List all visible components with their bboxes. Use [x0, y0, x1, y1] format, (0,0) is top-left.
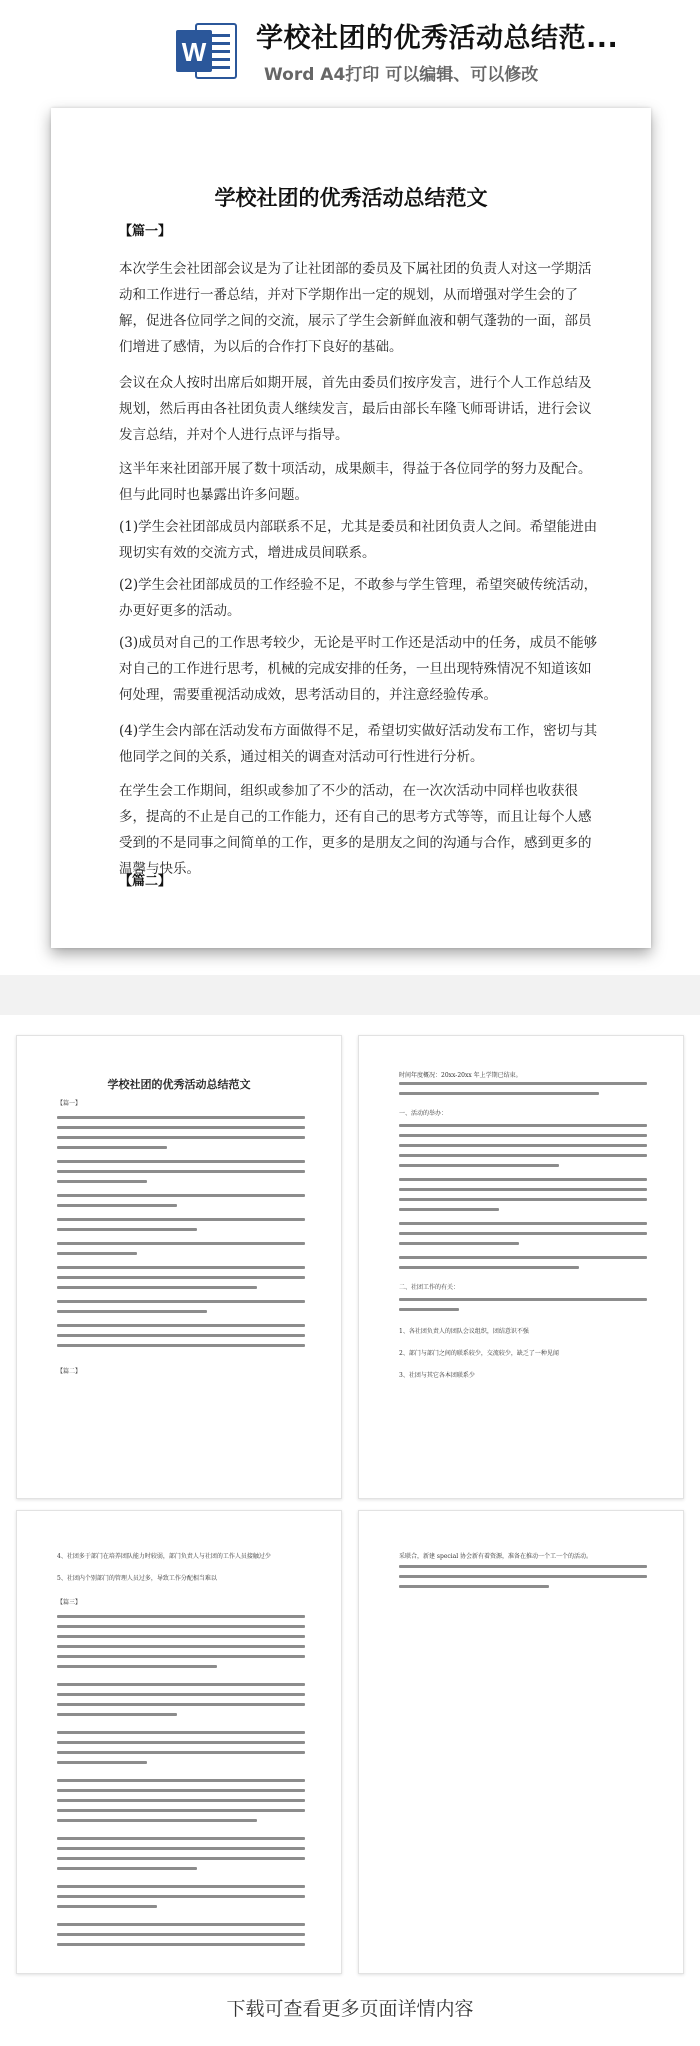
paragraph-5: (2)学生会社团部成员的工作经验不足，不敢参与学生管理，希望突破传统活动，办更好更多的活动。	[119, 577, 598, 619]
document-header	[0, 0, 700, 92]
paragraph-3: 这半年来社团部开展了数十项活动，成果颇丰，得益于各位同学的努力及配合。但与此同时也暴露出许多问题。	[119, 461, 592, 503]
page-title: 学校社团的优秀活动总结范文	[214, 185, 488, 210]
thumb-text: 1、各社团负责人的团队会议组织，团结意识不强	[399, 1328, 529, 1335]
thumb-section-heading: 【篇一】	[57, 1100, 82, 1107]
word-document-icon	[174, 18, 238, 84]
thumbnail-page-3	[16, 1510, 342, 1974]
thumb-text: 5、社团内个别部门的管理人员过多，导致工作分配相当难以	[57, 1575, 217, 1582]
section-heading-2: 【篇二】	[119, 874, 172, 889]
thumbnail-page-1	[16, 1035, 342, 1499]
thumb-text: 时间年度概况：20xx-20xx 年上学期已结束。	[399, 1072, 522, 1079]
thumb-text: 2、部门与部门之间的联系较少，交流较少，缺乏了一种见闻	[399, 1350, 559, 1357]
word-icon-letter: W	[181, 37, 207, 67]
paragraph-8: 在学生会工作期间，组织或参加了不少的活动，在一次次活动中同样也收获很多，提高的不止是自己的工作能力，还有自己的思考方式等等，而且让每个人感受到的不是同事之间简单的工作，更多的是朋友之间的沟通与合作，感到更多的温馨与快乐。	[119, 783, 592, 877]
document-title: 学校社团的优秀活动总结范...	[256, 23, 619, 54]
thumb-section-heading: 【篇三】	[57, 1599, 82, 1606]
thumb-section-heading: 【篇二】	[57, 1368, 82, 1375]
document-subtitle: Word A4打印 可以编辑、可以修改	[264, 65, 539, 85]
paragraph-1: 本次学生会社团部会议是为了让社团部的委员及下属社团的负责人对这一学期活动和工作进行一番总结，并对下学期作出一定的规划，从而增强对学生会的了解，促进各位同学之间的交流，展示了学生会新鲜血液和朝气蓬勃的一面，部员们增进了感情，为以后的合作打下良好的基础。	[119, 261, 592, 355]
paragraph-7: (4)学生会内部在活动发布方面做得不足，希望切实做好活动发布工作，密切与其他同学之间的关系，通过相关的调查对活动可行性进行分析。	[119, 723, 598, 765]
paragraph-2: 会议在众人按时出席后如期开展，首先由委员们按序发言，进行个人工作总结及规划，然后再由各社团负责人继续发言，最后由部长车隆飞师哥讲话，进行会议发言总结，并对个人进行点评与指导。	[119, 375, 592, 443]
thumb-text: 一、活动的举办：	[399, 1110, 448, 1117]
section-heading-1: 【篇一】	[119, 224, 172, 239]
main-page-preview	[51, 108, 651, 948]
thumb-text: 采联合，新建 special 协会新有着资源，准备在推动一个工一个的活动。	[399, 1553, 593, 1560]
thumbnail-page-4	[358, 1510, 684, 1974]
thumb-text: 3、社团与其它各本团联系少	[399, 1372, 475, 1379]
paragraph-4: (1)学生会社团部成员内部联系不足，尤其是委员和社团负责人之间。希望能进由现切实有效的交流方式，增进成员间联系。	[119, 519, 598, 561]
download-more-link[interactable]: 下载可查看更多页面详情内容	[226, 1998, 474, 2020]
thumbnail-page-2	[358, 1035, 684, 1499]
thumb-text: 4、社团多于部门在培养团队能力时较弱，部门负责人与社团的工作人员接触过少	[57, 1553, 271, 1560]
paragraph-6: (3)成员对自己的工作思考较少，无论是平时工作还是活动中的任务，成员不能够对自己的工作进行思考，机械的完成安排的任务，一旦出现特殊情况不知道该如何处理，需要重视活动成效，思考活动目的，并注意经验传承。	[119, 635, 598, 703]
thumb-text: 二、社团工作的有关：	[399, 1284, 460, 1291]
page-separator	[0, 975, 700, 1015]
thumb-page-title: 学校社团的优秀活动总结范文	[107, 1078, 251, 1091]
